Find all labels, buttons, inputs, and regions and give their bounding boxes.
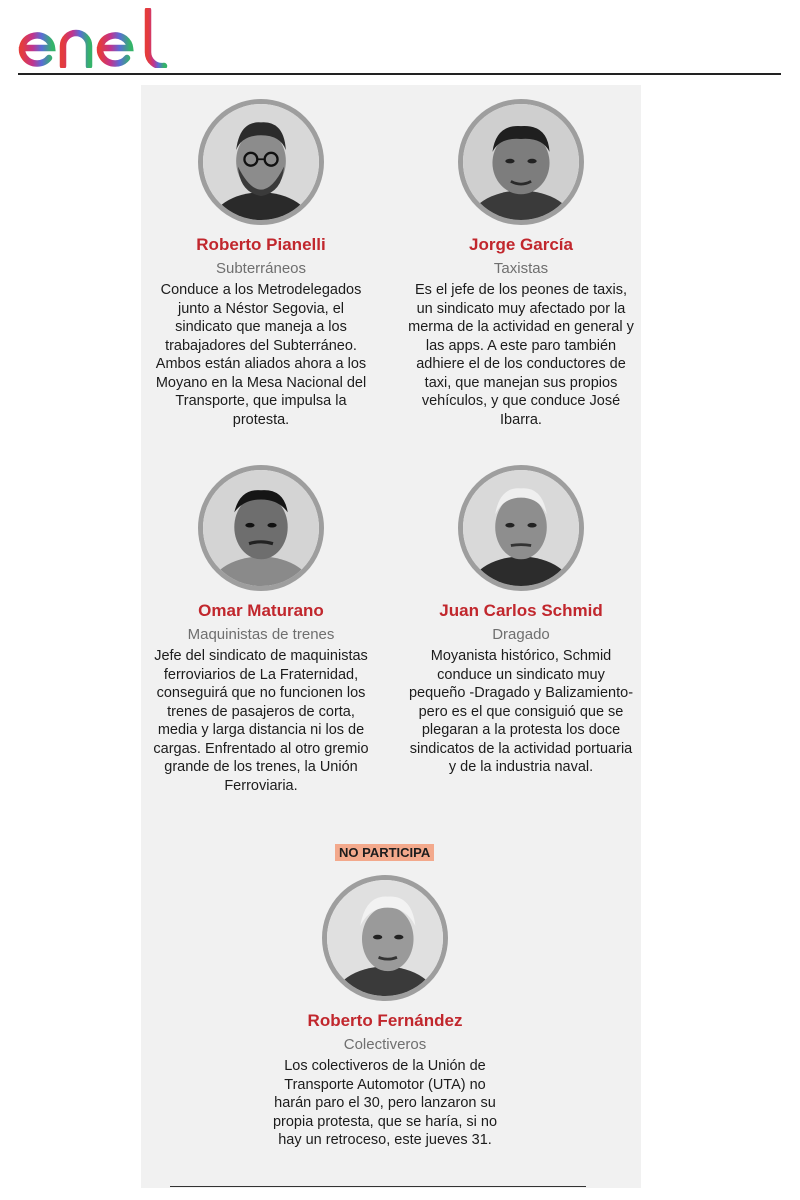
profile-card (260, 875, 510, 1150)
profile-bio: Conduce a los Metrodelegados junto a Néstor Segovia, el sindicato que maneja a los trabajadores del Subterráneo. Ambos están aliados ahora a los Moyano en la Mesa Nacional del Transporte, que impulsa la protesta. (155, 282, 367, 428)
profile-name: Roberto Pianelli (196, 235, 326, 254)
profile-role: Taxistas (493, 260, 549, 277)
avatar (198, 99, 324, 225)
profile-card (396, 99, 646, 429)
portrait-photo (463, 104, 579, 220)
profile-card (136, 465, 386, 795)
profile-role: Maquinistas de trenes (187, 626, 335, 643)
profile-bio: Es el jefe de los peones de taxis, un sindicato muy afectado por la merma de la actividad en general y las apps. A este paro también adhiere el de los conductores de taxi, que manejan sus propios vehículos, y que conduce José Ibarra. (408, 282, 634, 428)
header-rule (18, 73, 781, 75)
avatar (458, 465, 584, 591)
footer-rule (170, 1186, 586, 1187)
profile-role: Dragado (492, 626, 550, 643)
portrait-photo (203, 470, 319, 586)
portrait-photo (203, 104, 319, 220)
avatar (322, 875, 448, 1001)
avatar (458, 99, 584, 225)
profile-bio: Jefe del sindicato de maquinistas ferroviarios de La Fraternidad, conseguirá que no funcionen los trenes de pasajeros de corta, media y larga distancia ni los de cargas. Enfrentado al otro gremio grande de los trenes, la Unión Ferroviaria. (153, 648, 369, 794)
profile-name: Roberto Fernández (307, 1011, 463, 1030)
enel-logo (18, 8, 180, 68)
avatar (198, 465, 324, 591)
portrait-photo (463, 470, 579, 586)
profile-name: Juan Carlos Schmid (439, 601, 603, 620)
profile-bio: Los colectiveros de la Unión de Transporte Automotor (UTA) no harán paro el 30, pero lanzaron su propia protesta, que se haría, si no hay un retroceso, este jueves 31. (272, 1058, 498, 1148)
profile-name: Jorge García (469, 235, 573, 254)
profile-bio: Moyanista histórico, Schmid conduce un sindicato muy pequeño -Dragado y Balizamiento- pero es el que consiguió que se plegaran a la protesta los doce sindicatos de la actividad portuaria y de la industria naval. (408, 648, 634, 775)
profile-card (396, 465, 646, 777)
profile-card (136, 99, 386, 429)
no-participa-badge: NO PARTICIPA (335, 844, 434, 861)
profile-role: Colectiveros (343, 1036, 427, 1053)
portrait-photo (327, 880, 443, 996)
profile-role: Subterráneos (215, 260, 307, 277)
profile-name: Omar Maturano (198, 601, 324, 620)
